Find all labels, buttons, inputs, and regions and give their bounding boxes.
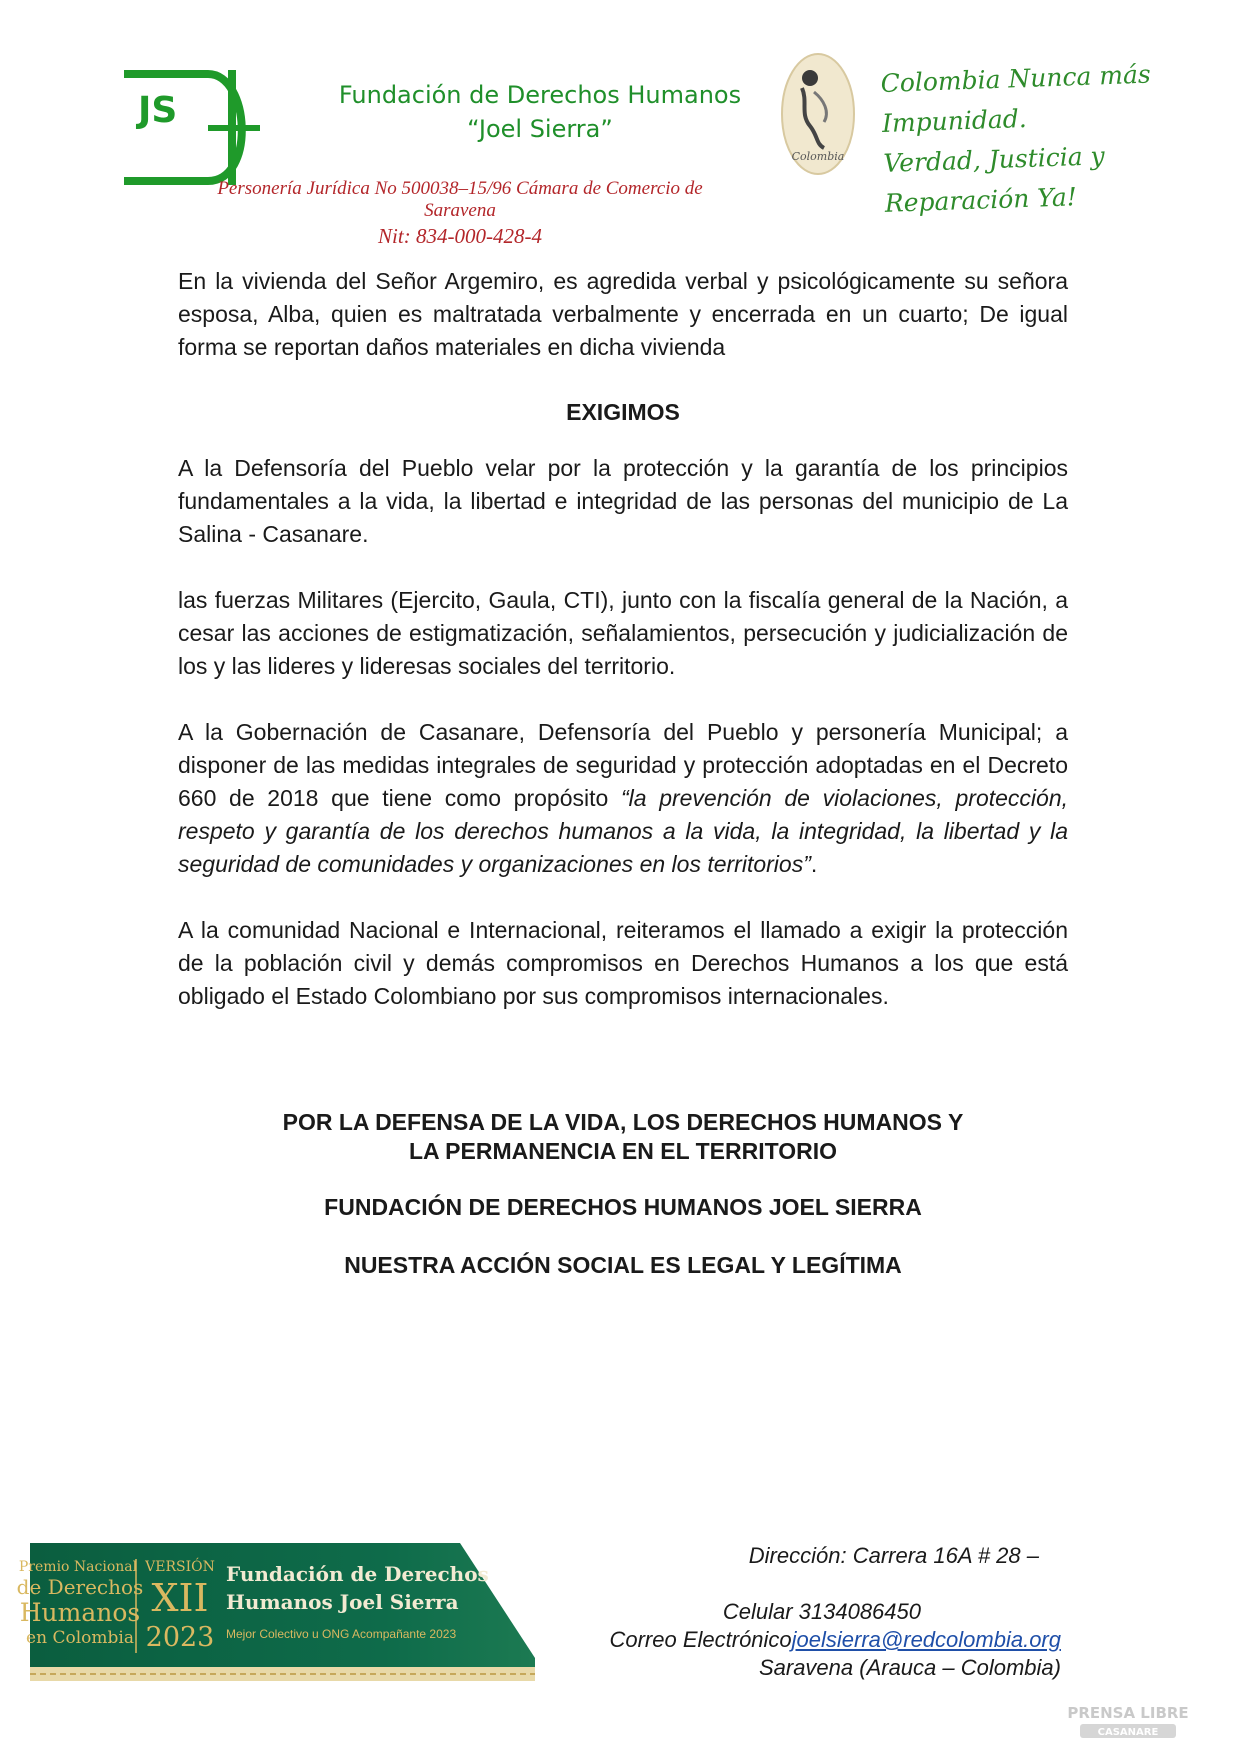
paragraph-gobernacion-end: . [810,851,818,877]
section-heading: EXIGIMOS [566,399,680,425]
paragraph-fuerzas-militares: las fuerzas Militares (Ejercito, Gaula, CTI), junto con la fiscalía general de la Nación, a cesar las acciones de estigmatización, señalamientos, persecución y judicialización de los y las lideres y lideresas sociales del territorio. [178,587,1068,679]
colombia-seal-icon [780,52,856,176]
organization-name [330,78,750,146]
slogan-line2: Verdad, Justicia y Reparación Ya! [882,141,1106,218]
org-name-line2: “Joel Sierra” [467,115,613,143]
js-logo-icon [120,70,260,185]
watermark-line1: PRENSA LIBRE [1067,1704,1189,1722]
banner-version: VERSIÓN [145,1559,215,1575]
closing-line2: LA PERMANENCIA EN EL TERRITORIO [408,1138,838,1164]
award-banner [16,1543,535,1681]
org-name-line1: Fundación de Derechos Humanos [338,81,742,109]
paragraph-comunidad: A la comunidad Nacional e Internacional, reiteramos el llamado a exigir la protección de la población civil y demás compromisos en Derechos Humanos a los que está obligado el Estado Colombiano por sus compromisos internacionales. [178,917,1068,1009]
banner-premio-line4: en Colombia [26,1628,134,1648]
closing-line1: POR LA DEFENSA DE LA VIDA, LOS DERECHOS HUMANOS Y [282,1109,964,1135]
banner-roman-numeral: XII [151,1576,209,1620]
paragraph-incident: En la vivienda del Señor Argemiro, es agredida verbal y psicológicamente su señora esposa, Alba, quien es maltratada verbalmente y encerrada en un cuarto; De igual forma se reportan daños materiales en dicha vivienda [178,268,1068,360]
city-line: Saravena (Arauca – Colombia) [758,1655,1061,1680]
legal-registration [170,178,750,250]
banner-premio-line3: Humanos [19,1598,141,1627]
banner-premio-line1: Premio Nacional [18,1559,138,1575]
email-label: Correo Electrónico [609,1627,792,1652]
banner-award: Mejor Colectivo u ONG Acompañante 2023 [226,1627,457,1641]
nit-number: Nit: 834-000-428-4 [378,224,542,248]
closing-tagline: NUESTRA ACCIÓN SOCIAL ES LEGAL Y LEGÍTIMA [344,1252,902,1278]
paragraph-gobernacion-text: A la Gobernación de Casanare, Defensoría del Pueblo y personería Municipal; a disponer de las medidas integrales de seguridad y protección adoptadas en el Decreto 660 de 2018 que tiene como propósito [178,719,1068,811]
banner-org-line2: Humanos Joel Sierra [226,1590,459,1614]
banner-premio-line2: de Derechos [16,1575,144,1599]
slogan [880,54,1165,224]
seal-label: Colombia [791,150,845,163]
address-line: Dirección: Carrera 16A # 28 – [748,1543,1039,1568]
prensa-libre-watermark-icon [1068,1702,1188,1740]
logo-letters: JS [138,90,178,131]
closing-motto [178,1108,1068,1166]
slogan-line1: Colombia Nunca más Impunidad. [880,59,1152,138]
legal-line2: Saravena [424,200,496,221]
legal-line1: Personería Jurídica No 500038–15/96 Cámara de Comercio de [217,178,703,199]
phone-line: Celular 3134086450 [722,1599,921,1624]
banner-year: 2023 [145,1622,215,1653]
email-link[interactable]: joelsierra@redcolombia.org [791,1627,1061,1652]
email-line [609,1626,1061,1654]
paragraph-gobernacion [178,716,1068,881]
closing-organization: FUNDACIÓN DE DERECHOS HUMANOS JOEL SIERRA [324,1194,922,1220]
watermark-line2: CASANARE [1097,1727,1159,1738]
paragraph-defensoria: A la Defensoría del Pueblo velar por la protección y la garantía de los principios fundamentales a la vida, la libertad e integridad de las personas del municipio de La Salina - Casanare. [178,455,1068,547]
decree-quote: “la prevención de violaciones, protección, respeto y garantía de los derechos humanos a la vida, la integridad, la libertad y la seguridad de comunidades y organizaciones en los territorios” [178,785,1068,877]
banner-org-line1: Fundación de Derechos [226,1562,489,1586]
